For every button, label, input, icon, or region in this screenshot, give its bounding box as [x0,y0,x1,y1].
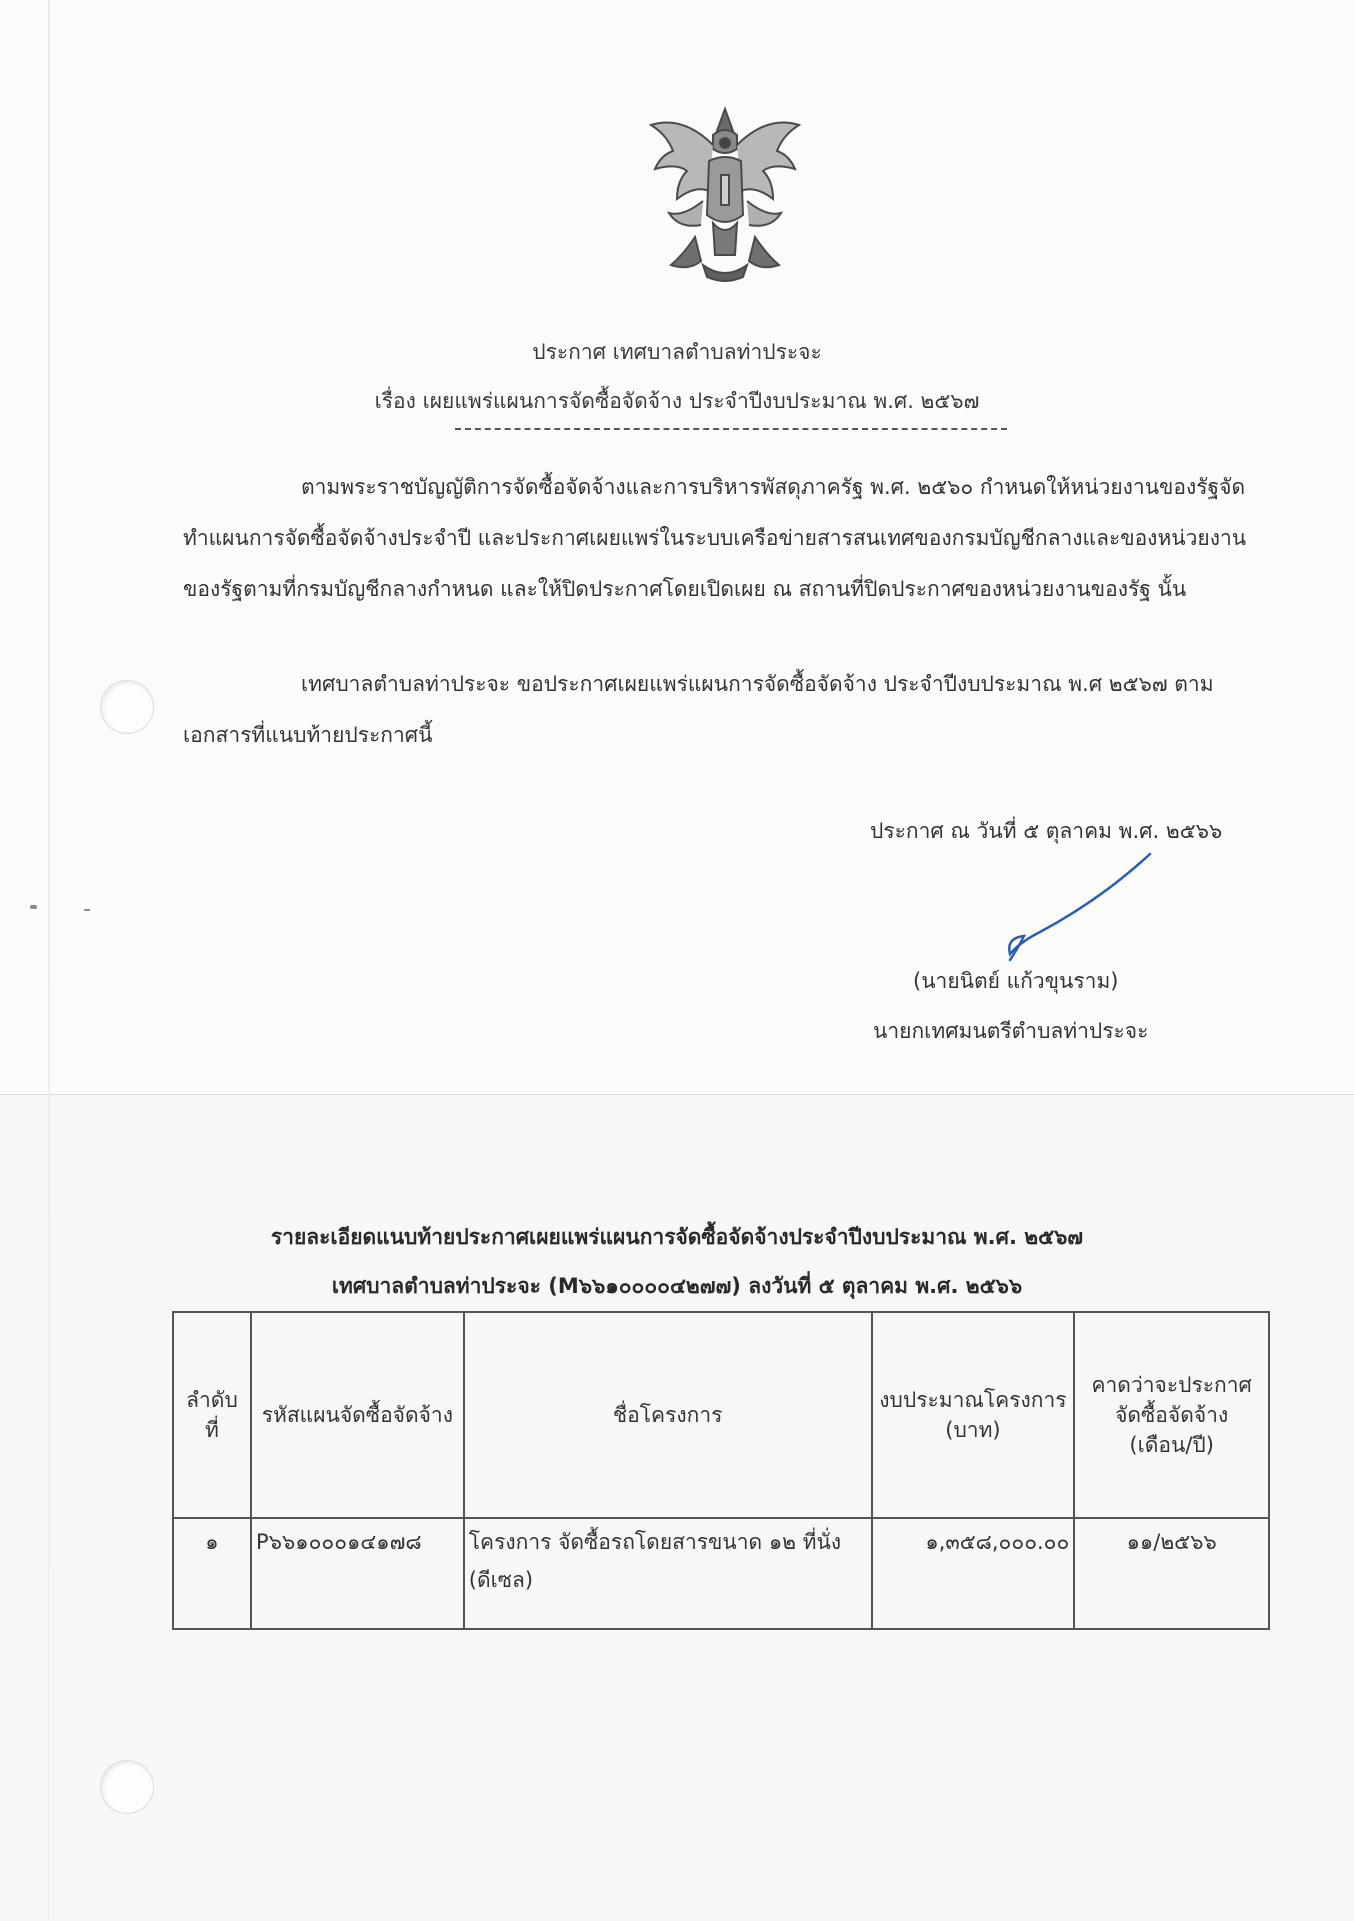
signer-name: (นายนิตย์ แก้วขุนราม) [913,969,1119,993]
paragraph-2-text: เทศบาลตำบลท่าประจะ ขอประกาศเผยแพร่แผนการจัดซื้อจัดจ้าง ประจำปีงบประมาณ พ.ศ ๒๕๖๗ ตามเอกสารที่แนบท้ายประกาศนี้ [183,672,1214,747]
header-project-name: ชื่อโครงการ [464,1312,872,1518]
cell-project-name: โครงการ จัดซื้อรถโดยสารขนาด ๑๒ ที่นั่ง (ดีเซล) [464,1518,872,1629]
signer-position: นายกเทศมนตรีตำบลท่าประจะ [873,1019,1149,1043]
divider [455,428,1007,430]
table-header-row [173,1312,1269,1518]
paragraph-2 [183,659,1265,761]
punch-hole-bottom [100,1760,154,1814]
announcement-date: ประกาศ ณ วันที่ ๕ ตุลาคม พ.ศ. ๒๕๖๖ [870,819,1223,843]
cell-no: ๑ [173,1518,251,1629]
attachment-subtitle: เทศบาลตำบลท่าประจะ (M๖๖๑๐๐๐๐๔๒๗๗) ลงวันที่ ๕ ตุลาคม พ.ศ. ๒๕๖๖ [331,1274,1023,1298]
cell-plan-code: P๖๖๑๐๐๐๑๔๑๗๘ [251,1518,464,1629]
cell-budget: ๑,๓๕๘,๐๐๐.๐๐ [872,1518,1075,1629]
punch-hole-top [100,680,154,734]
header-plan-code: รหัสแผนจัดซื้อจัดจ้าง [251,1312,464,1518]
garuda-emblem-icon [643,105,807,285]
table-row [173,1518,1269,1629]
header-no: ลำดับที่ [173,1312,251,1518]
paper-speck [84,909,90,911]
paragraph-1-text: ตามพระราชบัญญัติการจัดซื้อจัดจ้างและการบริหารพัสดุภาครัฐ พ.ศ. ๒๕๖๐ กำหนดให้หน่วยงานของรัฐจัดทำแผนการจัดซื้อจัดจ้างประจำปี และประกาศเผยแพร่ในระบบเครือข่ายสารสนเทศของกรมบัญชีกลางและของหน่วยงานของรัฐตามที่กรมบัญชีกลางกำหนด และให้ปิดประกาศโดยเปิดเผย ณ สถานที่ปิดประกาศของหน่วยงานของรัฐ นั้น [183,475,1247,601]
cell-expected-date: ๑๑/๒๕๖๖ [1074,1518,1269,1629]
procurement-plan-table [172,1311,1270,1630]
signature [980,850,1170,965]
paragraph-1 [183,462,1265,615]
header-budget: งบประมาณโครงการ (บาท) [872,1312,1075,1518]
attachment-title: รายละเอียดแนบท้ายประกาศเผยแพร่แผนการจัดซื้อจัดจ้างประจำปีงบประมาณ พ.ศ. ๒๕๖๗ [270,1225,1084,1249]
header-expected-date: คาดว่าจะประกาศจัดซื้อจัดจ้าง (เดือน/ปี) [1074,1312,1269,1518]
page-edge [48,0,50,1920]
announcement-title: ประกาศ เทศบาลตำบลท่าประจะ [532,340,822,364]
announcement-subject: เรื่อง เผยแพร่แผนการจัดซื้อจัดจ้าง ประจำปีงบประมาณ พ.ศ. ๒๕๖๗ [374,389,980,413]
paper-speck [30,905,37,909]
